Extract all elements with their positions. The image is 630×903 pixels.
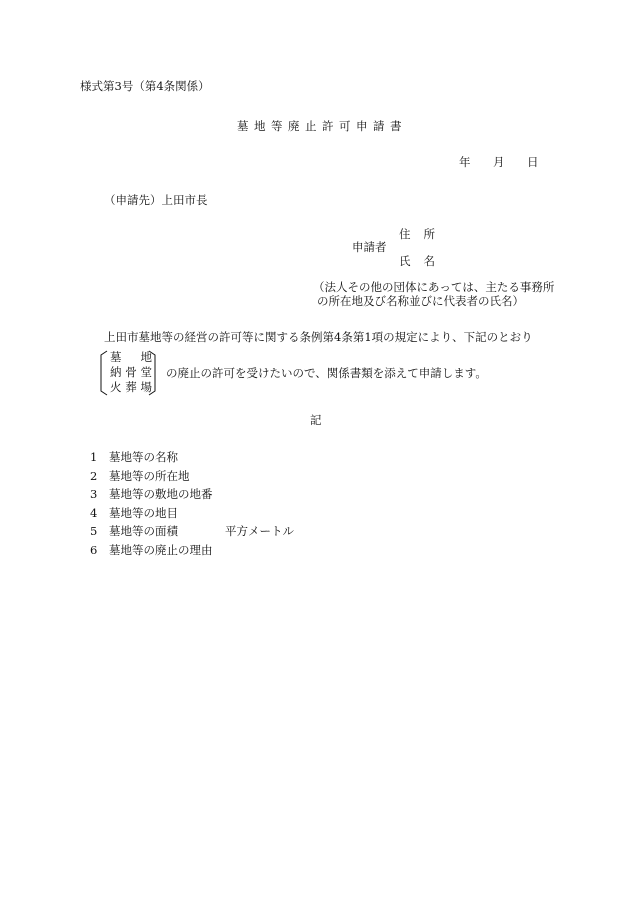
facility-char: 場 [140,380,152,394]
item-number: 5 [90,524,98,538]
facility-ossuary [110,367,152,379]
name-label: 氏名 [399,254,448,268]
list-item [90,452,178,464]
facility-char: 堂 [140,365,152,379]
body-text-line-2: の廃止の許可を受けたいので、関係書類を添えて申請します。 [166,366,487,380]
corporate-note-line-2: の所在地及び名称並びに代表者の氏名） [317,294,524,308]
facility-char: 納 [110,365,122,379]
item-number: 4 [90,506,98,520]
item-label: 墓地等の名称 [109,450,178,464]
facility-char: 葬 [125,380,137,394]
document-title: 墓地等廃止許可申請書 [237,119,407,133]
corporate-note-line-1: （法人その他の団体にあっては、主たる事務所 [313,280,555,294]
list-item [90,524,294,538]
item-number: 2 [90,469,98,483]
item-label: 墓地等の敷地の地番 [109,487,213,501]
list-item [90,471,190,483]
area-unit: 平方メートル [225,524,294,538]
date-day-label: 日 [527,155,539,169]
item-number: 6 [90,543,98,557]
date-year-label: 年 [459,155,471,169]
facility-char: 地 [140,350,152,364]
item-number: 3 [90,487,98,501]
facility-char: 火 [110,380,122,394]
list-item [90,545,213,557]
item-number: 1 [90,450,98,464]
facility-type-bracket [98,350,158,396]
facility-cemetery [110,352,152,364]
facility-char: 墓 [110,350,122,364]
item-label: 墓地等の廃止の理由 [109,543,213,557]
form-number: 様式第3号（第4条関係） [80,79,210,93]
item-label: 墓地等の面積 [109,524,178,538]
facility-char: 骨 [125,365,137,379]
body-text-line-1: 上田市墓地等の経営の許可等に関する条例第4条第1項の規定により、下記のとおり [104,330,533,344]
applicant-label: 申請者 [352,240,387,254]
address-label: 住所 [399,227,448,241]
date-month-label: 月 [493,155,505,169]
item-label: 墓地等の地目 [109,506,178,520]
list-item [90,508,178,520]
addressee: （申請先）上田市長 [104,193,208,207]
facility-crematorium [110,382,152,394]
list-item [90,489,213,501]
ki-heading: 記 [310,413,322,427]
item-label: 墓地等の所在地 [109,469,190,483]
date-line [459,157,539,169]
